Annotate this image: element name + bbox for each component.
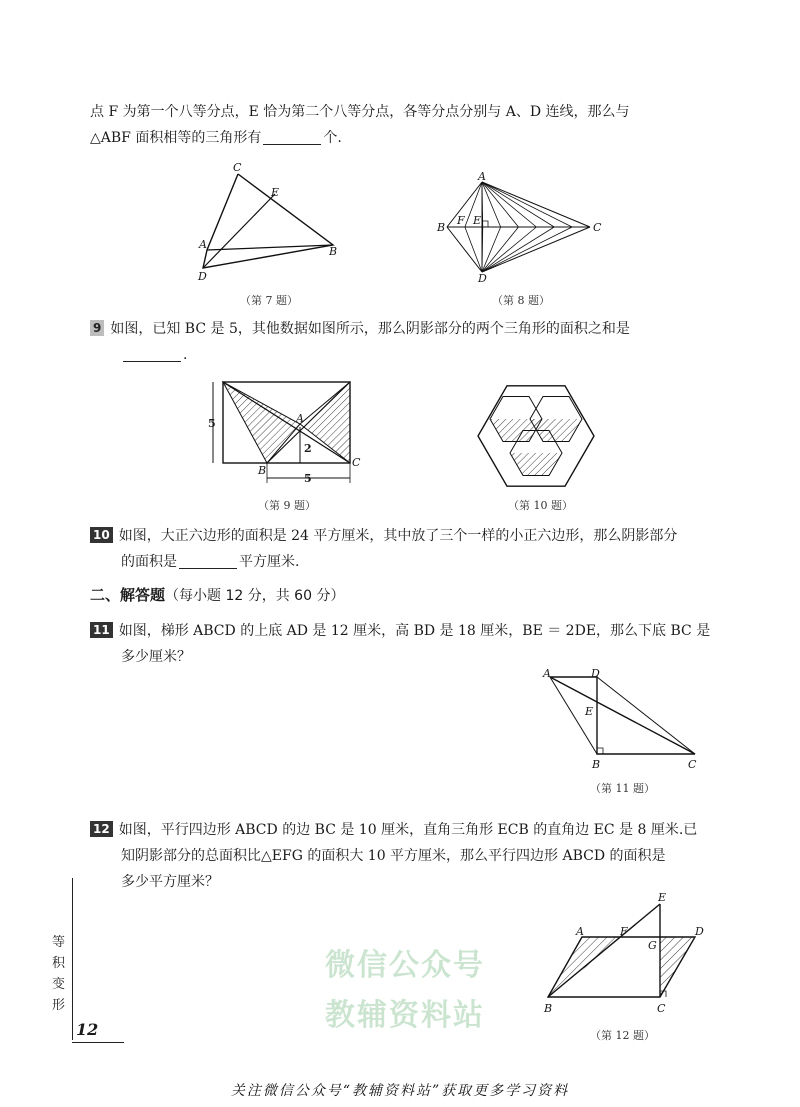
figure-10 (474, 380, 600, 492)
fig12-label-E: E (658, 891, 667, 904)
fig9-height-left: 5 (208, 417, 216, 430)
figure-7 (195, 160, 345, 285)
fig7-label-D: D (198, 270, 207, 283)
fig7-label-E: E (271, 186, 280, 199)
figure-12 (540, 885, 710, 1020)
fig12-label-A: A (576, 925, 584, 938)
section-title: 二、解答题（每小题 12 分，共 60 分） (90, 586, 345, 604)
fig8-fan-line (482, 182, 536, 227)
watermark-line1: 微信公众号 (325, 948, 485, 983)
fig8-fan-line (482, 227, 536, 272)
fig8-label-E: E (473, 214, 482, 227)
fig7-label-B: B (329, 245, 338, 258)
fig11-label-C: C (688, 758, 697, 771)
fig8-fan-line (482, 182, 572, 227)
fig9-height-mid: 2 (304, 442, 312, 455)
question-number-10: 10 (90, 527, 113, 543)
fig9-width-bottom: 5 (304, 472, 312, 485)
answer-blank (263, 130, 321, 145)
side-divider (72, 878, 73, 1040)
q12-line3: 多少平方厘米？ (121, 874, 219, 890)
fig8-fan-line (482, 227, 572, 272)
question-number-12: 12 (90, 821, 113, 837)
q12-line1: 12 如图，平行四边形 ABCD 的边 BC 是 10 厘米，直角三角形 ECB 的直角边 EC 是 8 厘米.已 (90, 818, 697, 842)
fig11-label-A: A (543, 667, 551, 680)
fig12-label-B: B (544, 1002, 553, 1015)
footer-note: 关注微信公众号“教辅资料站”获取更多学习资料 (230, 1083, 570, 1099)
fig7-label-A: A (199, 238, 207, 251)
figure-11 (540, 665, 710, 773)
caption-fig9: （第 9 题） (258, 499, 316, 512)
answer-blank (179, 554, 237, 569)
q9-line1: 9 如图，已知 BC 是 5，其他数据如图所示，那么阴影部分的两个三角形的面积之和是 (90, 317, 630, 341)
fig8-fan-line (482, 227, 519, 272)
question-number-9: 9 (90, 320, 104, 336)
fig8-label-B: B (437, 221, 446, 234)
q11-line1: 11 如图，梯形 ABCD 的上底 AD 是 12 厘米，高 BD 是 18 厘米，BE ＝ 2DE，那么下底 BC 是 (90, 619, 710, 643)
caption-fig7: （第 7 题） (240, 294, 298, 307)
fig11-label-D: D (591, 667, 600, 680)
figure-8 (435, 170, 605, 285)
fig11-label-B: B (592, 758, 601, 771)
question-number-11: 11 (90, 622, 113, 638)
q10-line2: 的面积是 平方厘米. (121, 554, 300, 570)
fig8-fan-line (482, 182, 554, 227)
fig8-fan-line (482, 227, 554, 272)
fig8-fan-line (465, 227, 482, 272)
fig9-label-A: A (296, 412, 304, 425)
q10-line1: 10 如图，大正六边形的面积是 24 平方厘米，其中放了三个一样的小正六边形，那么阴影部分 (90, 524, 677, 548)
fig10-shaded-region (510, 453, 562, 476)
fig9-label-B: B (258, 464, 267, 477)
fig12-label-C: C (657, 1002, 666, 1015)
fig12-label-D: D (695, 925, 704, 938)
fig8-label-A: A (478, 170, 486, 183)
fig9-label-C: C (352, 456, 361, 469)
q11-line2: 多少厘米？ (121, 649, 191, 665)
caption-fig12: （第 12 题） (590, 1029, 655, 1042)
caption-fig10: （第 10 题） (508, 499, 573, 512)
fig11-label-E: E (585, 705, 594, 718)
fig8-fan-line (482, 182, 519, 227)
fig7-label-C: C (233, 161, 242, 174)
caption-fig8: （第 8 题） (492, 294, 550, 307)
figure-9 (200, 375, 380, 490)
q8-line2: △ABF 面积相等的三角形有 个. (90, 130, 342, 146)
watermark-line2: 教辅资料站 (325, 998, 485, 1033)
q12-line2: 知阴影部分的总面积比△EFG 的面积大 10 平方厘米，那么平行四边形 ABCD 的面积是 (121, 848, 666, 864)
fig12-label-F: F (620, 925, 628, 938)
answer-blank (123, 347, 181, 362)
chapter-side-label: 等 积 变 形 (52, 935, 66, 1013)
fig8-label-C: C (593, 221, 602, 234)
page-number: 12 (76, 1020, 99, 1039)
fig8-label-D: D (478, 272, 487, 285)
fig12-label-G: G (648, 939, 657, 952)
fig8-label-F: F (457, 214, 465, 227)
caption-fig11: （第 11 题） (590, 782, 655, 795)
q8-line1: 点 F 为第一个八等分点，E 恰为第二个八等分点，各等分点分别与 A、D 连线，那么与 (90, 104, 630, 120)
q9-line2: . (121, 343, 187, 367)
